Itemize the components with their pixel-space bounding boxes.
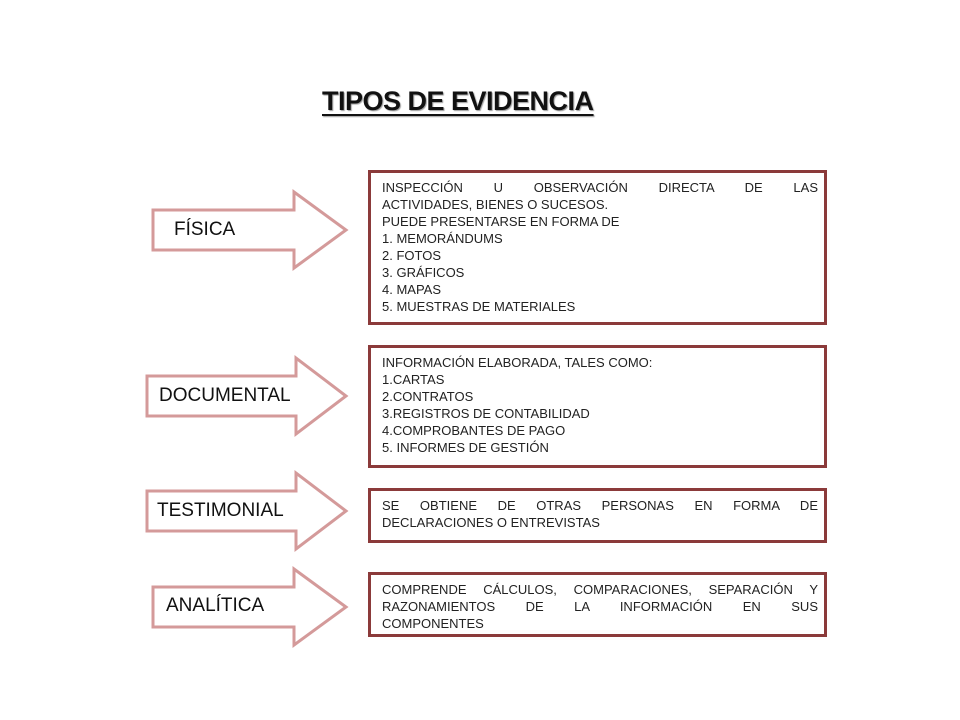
- arrow-testimonial: [146, 472, 348, 550]
- description-line: RAZONAMIENTOS DE LA INFORMACIÓN EN SUS: [382, 599, 818, 614]
- arrow-label-documental: DOCUMENTAL: [159, 385, 291, 406]
- list-item: 4.COMPROBANTES DE PAGO: [382, 423, 566, 438]
- list-item: 2.CONTRATOS: [382, 389, 474, 404]
- description-line: COMPRENDE CÁLCULOS, COMPARACIONES, SEPARACIÓN Y: [382, 582, 818, 597]
- description-box-fisica: [368, 170, 827, 325]
- arrow-analitica: [152, 568, 348, 646]
- list-item: PUEDE PRESENTARSE EN FORMA DE: [382, 214, 620, 229]
- list-item: 4. MAPAS: [382, 282, 442, 297]
- description-line: ACTIVIDADES, BIENES O SUCESOS.: [382, 197, 609, 212]
- arrow-documental: [146, 357, 348, 435]
- arrow-fisica: [152, 191, 348, 269]
- description-box-analitica: [368, 572, 827, 637]
- list-item: INFORMACIÓN ELABORADA, TALES COMO:: [382, 355, 653, 370]
- arrow-label-testimonial: TESTIMONIAL: [157, 500, 284, 521]
- list-item: 1. MEMORÁNDUMS: [382, 231, 503, 246]
- page-title: TIPOS DE EVIDENCIA: [322, 86, 594, 116]
- arrow-label-analitica: ANALÍTICA: [166, 595, 265, 616]
- description-box-testimonial: [368, 488, 827, 543]
- description-line: INSPECCIÓN U OBSERVACIÓN DIRECTA DE LAS: [382, 180, 818, 195]
- description-line: COMPONENTES: [382, 616, 484, 631]
- list-item: 1.CARTAS: [382, 372, 445, 387]
- description-line: DECLARACIONES O ENTREVISTAS: [382, 515, 600, 530]
- list-item: 3.REGISTROS DE CONTABILIDAD: [382, 406, 590, 421]
- description-box-documental: [368, 345, 827, 468]
- list-item: 5. MUESTRAS DE MATERIALES: [382, 299, 576, 314]
- list-item: 3. GRÁFICOS: [382, 265, 465, 280]
- arrow-label-fisica: FÍSICA: [174, 219, 236, 240]
- list-fisica: [382, 213, 818, 315]
- list-item: 5. INFORMES DE GESTIÓN: [382, 440, 549, 455]
- list-documental: [382, 354, 818, 456]
- list-item: 2. FOTOS: [382, 248, 441, 263]
- description-line: SE OBTIENE DE OTRAS PERSONAS EN FORMA DE: [382, 498, 818, 513]
